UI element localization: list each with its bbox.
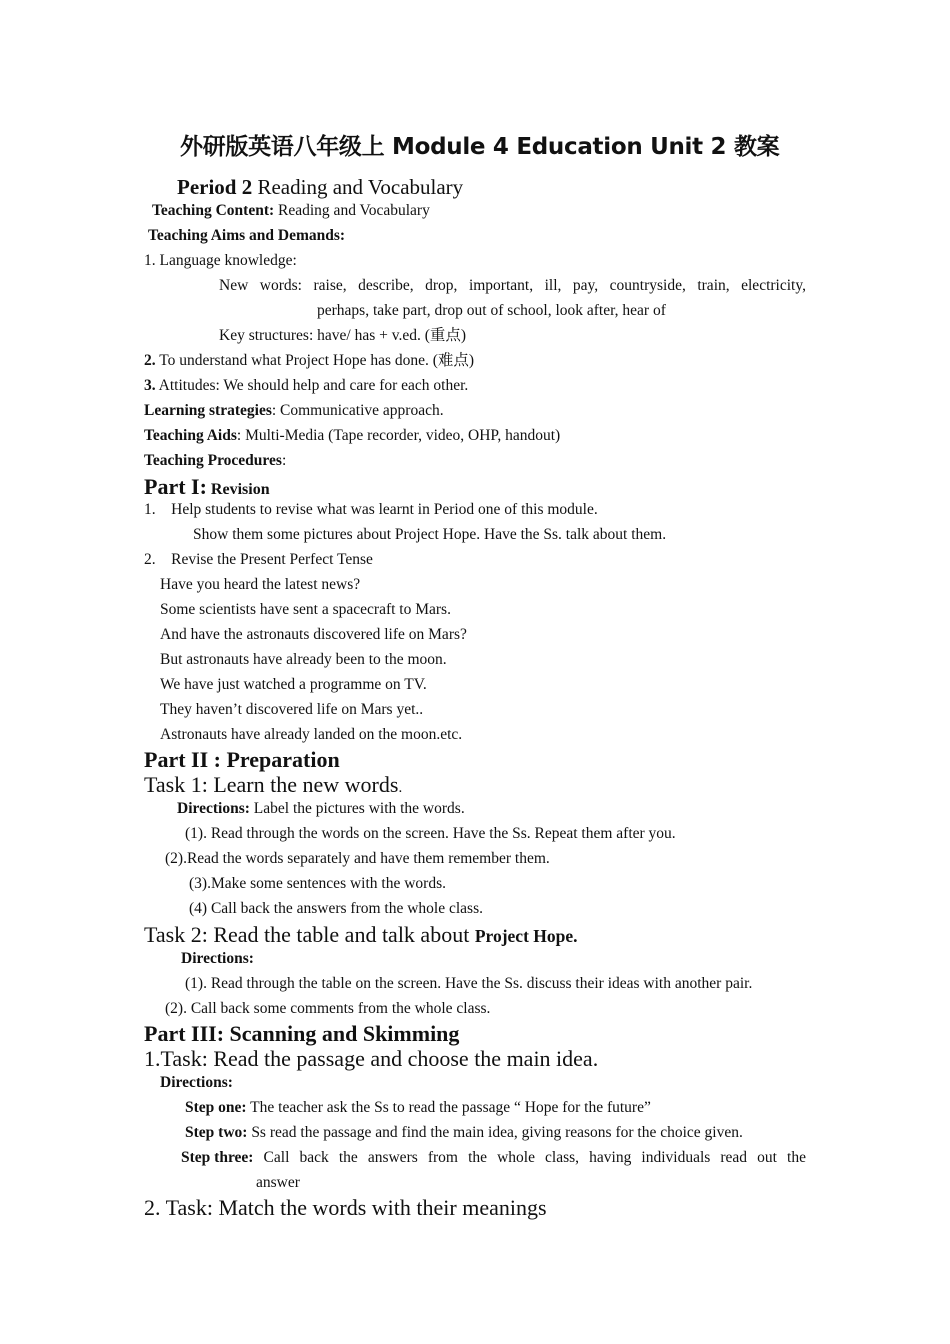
- new-word: words:: [259, 277, 302, 294]
- step-three-word: out: [757, 1149, 777, 1166]
- teaching-aids: [144, 428, 560, 444]
- task-2-step: (2). Call back some comments from the whole class.: [165, 1000, 491, 1017]
- key-structures: Key structures: have/ has + v.ed. (重点): [219, 327, 467, 344]
- part-3-heading: Part III: Scanning and Skimming: [144, 1021, 460, 1046]
- step-three-word: Call: [263, 1149, 290, 1166]
- step-three-word: read: [720, 1149, 748, 1166]
- teaching-content: [152, 203, 430, 219]
- teaching-procedures-colon: :: [281, 452, 287, 469]
- learning-strategies: [144, 403, 444, 419]
- part-3-task-2: 2. Task: Match the words with their meanings: [144, 1195, 547, 1220]
- aim-3-text: Attitudes: We should help and care for each other.: [155, 377, 469, 394]
- step-three-label: Step three:: [181, 1149, 254, 1166]
- example-sentence: Astronauts have already landed on the moon.etc.: [160, 726, 463, 743]
- step-three-word: the: [468, 1149, 487, 1166]
- step-one: [185, 1100, 651, 1116]
- part-3-directions: Directions:: [160, 1074, 233, 1091]
- task-1-step: (1). Read through the words on the screen. Have the Ss. Repeat them after you.: [185, 825, 676, 842]
- teaching-aids-label: Teaching Aids: [144, 427, 237, 444]
- example-sentence: Have you heard the latest news?: [160, 576, 361, 593]
- new-word: New: [219, 277, 249, 294]
- step-three-word: having: [589, 1149, 632, 1166]
- aim-3: [144, 378, 468, 394]
- step-three-continued: answer: [256, 1174, 300, 1191]
- step-three-word: back: [299, 1149, 329, 1166]
- new-word: drop,: [425, 277, 458, 294]
- part-1-item-2: 2. Revise the Present Perfect Tense: [144, 551, 373, 568]
- step-three-word: answers: [367, 1149, 418, 1166]
- aim-2-number: 2.: [144, 352, 156, 369]
- part-1-label: Part I:: [144, 474, 207, 499]
- part-3-task-1: 1.Task: Read the passage and choose the main idea.: [144, 1046, 599, 1071]
- new-word: countryside,: [609, 277, 686, 294]
- part-1-heading: [144, 476, 270, 498]
- new-word: ill,: [544, 277, 562, 294]
- step-two-label: Step two:: [185, 1124, 248, 1141]
- step-three-word: class,: [545, 1149, 580, 1166]
- period-text: Reading and Vocabulary: [252, 175, 464, 199]
- step-two: [185, 1125, 743, 1141]
- part-1-item-1b: Show them some pictures about Project Hope. Have the Ss. talk about them.: [193, 526, 667, 543]
- teaching-procedures: [144, 453, 286, 469]
- learning-strategies-text: : Communicative approach.: [271, 402, 444, 419]
- document-title: 外研版英语八年级上 Module 4 Education Unit 2 教案: [180, 134, 780, 160]
- part-1-sub: Revision: [206, 481, 270, 498]
- task-1-directions-text: Label the pictures with the words.: [249, 800, 465, 817]
- part-1-item-1: 1. Help students to revise what was learnt in Period one of this module.: [144, 501, 598, 518]
- step-three-word: whole: [497, 1149, 535, 1166]
- new-words-line-1: [219, 278, 806, 294]
- step-two-text: Ss read the passage and find the main idea, giving reasons for the choice given.: [247, 1124, 743, 1141]
- teaching-aims-heading: Teaching Aims and Demands:: [148, 227, 346, 244]
- period-heading: [177, 177, 463, 198]
- task-1-step: (4) Call back the answers from the whole class.: [189, 900, 483, 917]
- teaching-procedures-label: Teaching Procedures: [144, 452, 282, 469]
- language-knowledge: 1. Language knowledge:: [144, 252, 297, 269]
- aim-3-number: 3.: [144, 377, 156, 394]
- learning-strategies-label: Learning strategies: [144, 402, 272, 419]
- task-1-directions: [177, 801, 465, 817]
- example-sentence: They haven’t discovered life on Mars yet..: [160, 701, 424, 718]
- task-2-heading: [144, 924, 578, 946]
- step-three-word: the: [787, 1149, 806, 1166]
- step-three-word: the: [338, 1149, 358, 1166]
- step-three-word: individuals: [641, 1149, 711, 1166]
- period-label: Period 2: [177, 175, 253, 199]
- task-1-step: (3).Make some sentences with the words.: [189, 875, 446, 892]
- aim-2: [144, 353, 474, 369]
- task-2-directions: Directions:: [181, 950, 254, 967]
- part-2-heading: Part II : Preparation: [144, 747, 340, 772]
- task-2-step: (1). Read through the table on the screen. Have the Ss. discuss their ideas with another pair.: [185, 975, 753, 992]
- step-three-word: from: [427, 1149, 458, 1166]
- step-one-text: The teacher ask the Ss to read the passage “ Hope for the future”: [246, 1099, 651, 1116]
- example-sentence: Some scientists have sent a spacecraft to Mars.: [160, 601, 451, 618]
- task-1-step: (2).Read the words separately and have them remember them.: [165, 850, 550, 867]
- teaching-content-label: Teaching Content:: [152, 202, 275, 219]
- new-word: raise,: [313, 277, 347, 294]
- teaching-aids-text: : Multi-Media (Tape recorder, video, OHP, handout): [236, 427, 561, 444]
- step-three: [181, 1150, 806, 1166]
- new-word: electricity,: [741, 277, 806, 294]
- teaching-content-text: Reading and Vocabulary: [274, 202, 430, 219]
- new-word: pay,: [572, 277, 599, 294]
- example-sentence: We have just watched a programme on TV.: [160, 676, 427, 693]
- example-sentence: But astronauts have already been to the moon.: [160, 651, 447, 668]
- task-1-text: Task 1: Learn the new words: [144, 772, 399, 797]
- new-word: important,: [468, 277, 534, 294]
- task-2-project-hope: Project Hope.: [474, 926, 578, 946]
- new-words-line-2: perhaps, take part, drop out of school, look after, hear of: [317, 302, 666, 319]
- task-1-directions-label: Directions:: [177, 800, 250, 817]
- task-1-heading: [144, 774, 402, 796]
- task-1-dot: .: [398, 780, 403, 796]
- step-one-label: Step one:: [185, 1099, 247, 1116]
- aim-2-text: To understand what Project Hope has done. (难点): [155, 352, 475, 369]
- example-sentence: And have the astronauts discovered life on Mars?: [160, 626, 467, 643]
- new-word: train,: [697, 277, 730, 294]
- task-2-text: Task 2: Read the table and talk about: [144, 922, 475, 947]
- new-word: describe,: [358, 277, 414, 294]
